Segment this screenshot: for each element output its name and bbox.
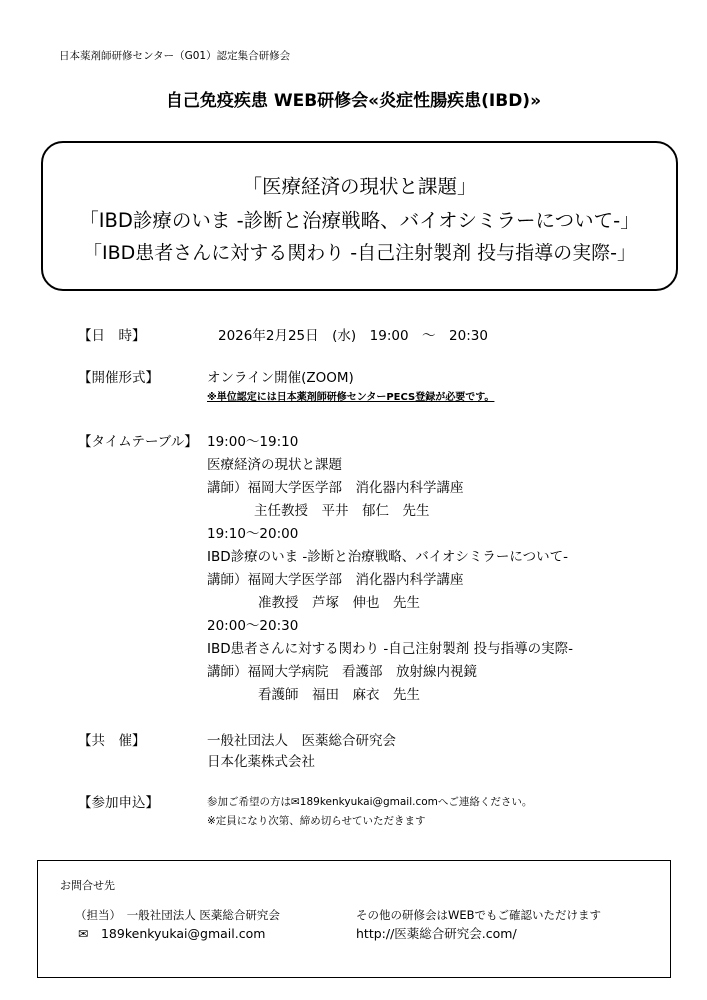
contact-email-link[interactable]: ✉ 189kenkyukai@gmail.com: [78, 926, 266, 941]
timetable-line: 医療経済の現状と課題: [207, 457, 342, 473]
organizer-line: 一般社団法人 医薬総合研究会: [207, 733, 396, 749]
timetable-line: IBD診療のいま -診断と治療戦略、バイオシミラーについて-: [207, 549, 568, 565]
timetable-label: 【タイムテーブル】: [78, 434, 198, 450]
timetable-line: 講師）福岡大学医学部 消化器内科学講座: [207, 480, 464, 496]
topic-1: 「医療経済の現状と課題」: [242, 175, 477, 198]
timetable-line: 20:00～20:30: [207, 618, 299, 634]
application-line: ※定員になり次第、締め切らせていただきます: [207, 815, 426, 827]
event-title: 自己免疫疾患 WEB研修会«炎症性腸疾患(IBD)»: [165, 91, 542, 111]
timetable-line: 講師）福岡大学医学部 消化器内科学講座: [207, 572, 464, 588]
contact-url-link[interactable]: http://医薬総合研究会.com/: [356, 926, 517, 941]
timetable-line: 准教授 芦塚 伸也 先生: [258, 595, 420, 611]
timetable-line: IBD患者さんに対する関わり -自己注射製剤 投与指導の実際-: [207, 641, 573, 657]
topic-3: 「IBD患者さんに対する関わり -自己注射製剤 投与指導の実際-」: [82, 242, 637, 264]
topics-box: [41, 141, 678, 291]
datetime-value: 2026年2月25日 (水) 19:00 ～ 20:30: [218, 328, 488, 344]
timetable-line: 講師）福岡大学病院 看護部 放射線内視鏡: [207, 664, 477, 680]
organizer-line: 日本化薬株式会社: [207, 754, 315, 770]
application-line: 参加ご希望の方は✉189kenkyukai@gmail.comへご連絡ください。: [207, 796, 533, 808]
certification-line: 日本薬剤師研修センター（G01）認定集合研修会: [59, 50, 291, 62]
application-label: 【参加申込】: [78, 795, 159, 811]
timetable-line: 19:00～19:10: [207, 434, 299, 450]
contact-heading: お問合せ先: [60, 879, 115, 892]
timetable-line: 主任教授 平井 郁仁 先生: [254, 503, 430, 519]
datetime-label: 【日 時】: [78, 328, 146, 344]
topic-2: 「IBD診療のいま -診断と治療戦略、バイオシミラーについて-」: [79, 209, 640, 232]
timetable-line: 19:10～20:00: [207, 526, 299, 542]
organizers-label: 【共 催】: [78, 733, 146, 749]
contact-box: [37, 860, 671, 978]
format-value: オンライン開催(ZOOM): [207, 370, 354, 386]
timetable-line: 看護師 福田 麻衣 先生: [258, 687, 420, 703]
format-label: 【開催形式】: [78, 370, 159, 386]
format-note: ※単位認定には日本薬剤師研修センターPECS登録が必要です。: [207, 392, 495, 403]
contact-web-note: その他の研修会はWEBでもご確認いただけます: [356, 908, 602, 922]
contact-org: （担当） 一般社団法人 医薬総合研究会: [75, 908, 280, 922]
